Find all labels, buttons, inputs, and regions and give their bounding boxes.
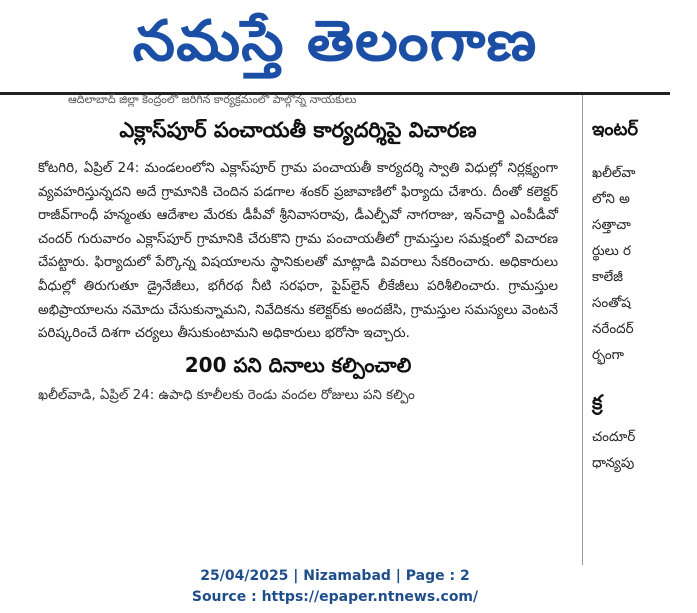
side-article-line: సంతోష: [592, 296, 631, 311]
side-article-column: [592, 113, 670, 573]
side-section-marker: క్ర: [592, 390, 603, 414]
article-body: కోటగిరి, ఏప్రిల్ 24: మండలంలోని ఎక్లాస్‌పూర్ గ్రామ పంచాయతీ కార్యదర్శి స్వాతి విధుల్లో నిర్లక్ష్యంగా వ్యవహరిస్తున్నదని అదే గ్రామానికి చెందిన పడగాల శంకర్ ప్రజావాణిలో ఫిర్యాదు చేశారు. దీంతో కలెక్టర్ రాజీవ్‌గాంధీ హన్మంతు ఆదేశాల మేరకు డీపీవో శ్రీనివాసరావు, డీఎల్పీవో నాగరాజు, ఇన్‌చార్జి ఎంపీడీవో చందర్ గురువారం ఎక్లాస్‌పూర్ గ్రామానికి చేరుకొని గ్రామ పంచాయతీలో గ్రామస్తుల సమక్షంలో విచారణ చేపట్టారు. ఫిర్యాదులో పేర్కొన్న విషయాలను స్థానికులతో మాట్లాడి వివరాలు సేకరించారు. అధికారులు వీధుల్లో తిరుగుతూ డ్రైనేజీలు, భగీరథ నీటి సరఫరా, పైప్‌లైన్ లీకేజీలు పరిశీలించారు. గ్రామస్తుల అభిప్రాయాలను నమోదు చేసుకున్నామని, నివేదికను కలెక్టర్‌కు అందజేసి, గ్రామస్తుల సమస్యలు వెంటనే పరిష్కరించే దిశగా చర్యలు తీసుకుంటామని అధికారులు భరోసా ఇచ్చారు.: [38, 161, 558, 342]
source-url: Source : https://epaper.ntnews.com/: [191, 589, 479, 605]
side-article-line: లోని అ: [592, 192, 630, 207]
side-article-line: ర్థులు ర: [592, 244, 631, 259]
side-article-line: కాలేజీ: [592, 270, 623, 285]
next-article-first-line: ఖలీల్‌వాడి, ఏప్రిల్ 24: ఉపాధి కూలీలకు రెండు వందల రోజులు పని కల్పిం: [38, 387, 415, 403]
side-article-line: ఖలీల్‌వా: [592, 166, 636, 181]
newspaper-title: నమస్తే తెలంగాణ: [132, 9, 538, 74]
date-edition-page: 25/04/2025 | Nizamabad | Page : 2: [200, 568, 470, 584]
side-article-line: ర్భంగా: [592, 348, 624, 363]
side-article-line: చందూర్: [592, 430, 636, 445]
side-article-headline: ఇంటర్: [592, 119, 639, 140]
article-headline: ఎక్లాస్‌పూర్ పంచాయతీ కార్యదర్శిపై విచారణ: [119, 118, 477, 142]
main-article-column: [38, 113, 558, 573]
masthead: [0, 0, 670, 92]
cut-off-text-line: ఆదిలాబాద్‌ జిల్లా కేంద్రంలో జరిగిన కార్యక్రమంలో పాల్గొన్న నాయకులు: [68, 93, 357, 106]
source-footer: [0, 566, 670, 608]
newspaper-clipping: [0, 92, 670, 565]
column-divider: [582, 95, 583, 565]
side-article-line: సత్తాచా: [592, 218, 631, 233]
side-article-line: నరేందర్: [592, 322, 634, 337]
next-article-headline: 200 పని దినాలు కల్పించాలి: [184, 352, 412, 377]
side-article-line: ధాన్యపు: [592, 456, 635, 471]
